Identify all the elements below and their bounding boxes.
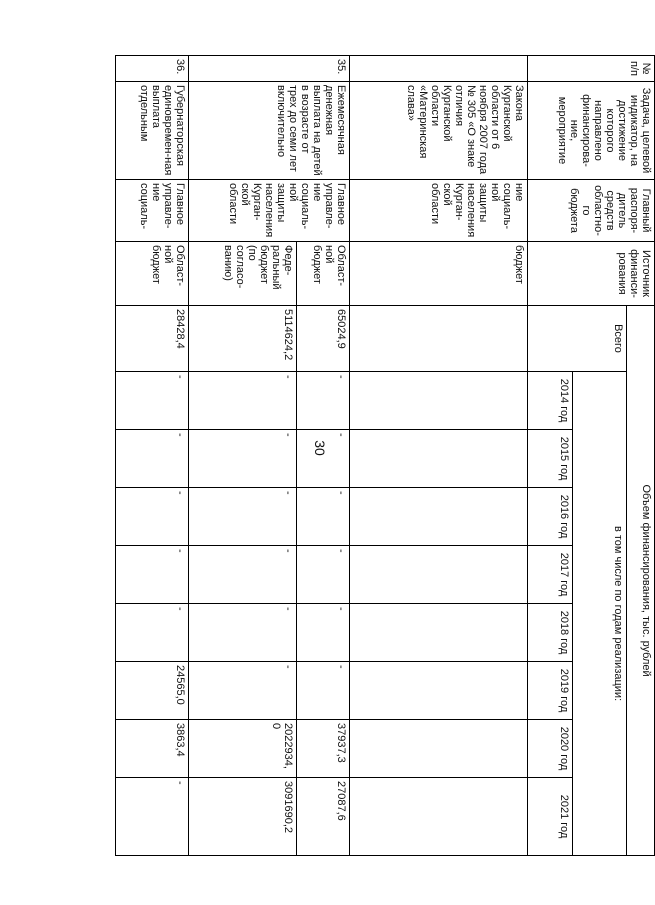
row-total: 5114624,2 <box>188 306 296 372</box>
row-admin: ние социаль-ной защиты населения Курган-ской области <box>349 180 527 242</box>
row-task: Закона Курганской области от 6 ноября 2007 года № 305 «О знаке отличия Курганской области «Материнская слава» <box>349 82 527 180</box>
row-task: Губернаторская единовремен-ная выплата отдельным <box>116 82 189 180</box>
row-year-value <box>349 778 527 856</box>
row-year-value: 24565,0 <box>116 662 189 720</box>
header-by-years: в том числе по годам реализации: <box>573 372 627 856</box>
header-admin: Главный распоря-дитель средств областно-го бюджета <box>528 180 655 242</box>
row-year-value: - <box>188 604 296 662</box>
rotated-table-container <box>115 55 655 855</box>
row-year-value <box>349 662 527 720</box>
financing-table <box>115 55 655 856</box>
header-year: 2020 год <box>528 720 573 778</box>
table-row <box>116 56 189 856</box>
row-year-value: 27087,6 <box>296 778 349 856</box>
row-source: Феде-ральный бюджет (по согласо-ванию) <box>188 242 296 306</box>
row-year-value: - <box>188 488 296 546</box>
row-source: Област-ной бюджет <box>116 242 189 306</box>
row-year-value: - <box>116 778 189 856</box>
row-year-value: - <box>296 662 349 720</box>
header-row-1 <box>627 56 655 856</box>
row-year-value: - <box>116 604 189 662</box>
row-year-value: - <box>116 488 189 546</box>
row-num: 35. <box>188 56 349 82</box>
row-year-value: 2022934,0 <box>188 720 296 778</box>
row-num: 36. <box>116 56 189 82</box>
row-num <box>349 56 527 82</box>
row-year-value: - <box>188 430 296 488</box>
row-total: 65024,9 <box>296 306 349 372</box>
header-source: Источник финанси-рования <box>528 242 655 306</box>
header-num: № п/п <box>528 56 655 82</box>
row-year-value: - <box>296 546 349 604</box>
row-year-value: - <box>188 546 296 604</box>
row-year-value: 3863,4 <box>116 720 189 778</box>
header-year: 2016 год <box>528 488 573 546</box>
row-year-value <box>349 546 527 604</box>
row-year-value: 37937,3 <box>296 720 349 778</box>
row-year-value <box>349 488 527 546</box>
row-year-value: - <box>188 372 296 430</box>
row-year-value <box>349 372 527 430</box>
row-total <box>349 306 527 372</box>
header-volume: Объем финансирования, тыс. рублей <box>627 306 655 856</box>
header-total: Всего <box>528 306 627 372</box>
row-year-value: - <box>296 604 349 662</box>
header-year: 2014 год <box>528 372 573 430</box>
header-year: 2015 год <box>528 430 573 488</box>
header-year: 2018 год <box>528 604 573 662</box>
page-number: 30 <box>312 440 328 456</box>
row-year-value <box>349 430 527 488</box>
row-year-value: - <box>296 488 349 546</box>
row-source: бюджет <box>349 242 527 306</box>
row-year-value <box>349 604 527 662</box>
row-year-value <box>349 720 527 778</box>
row-year-value: - <box>296 372 349 430</box>
row-year-value: - <box>188 662 296 720</box>
header-year: 2019 год <box>528 662 573 720</box>
header-year: 2017 год <box>528 546 573 604</box>
header-year: 2021 год <box>528 778 573 856</box>
row-year-value: - <box>296 430 349 488</box>
table-row <box>296 56 349 856</box>
row-source: Област-ной бюджет <box>296 242 349 306</box>
row-year-value: - <box>116 372 189 430</box>
row-task: Ежемесячная денежная выплата на детей в возрасте от трех до семи лет включительно <box>188 82 349 180</box>
row-admin: Главное управле-ние социаль- <box>116 180 189 242</box>
row-year-value: - <box>116 546 189 604</box>
header-task: Задача, целевой индикатор, на достижение которого направлено финансирова-ние, мероприятие <box>528 82 655 180</box>
table-row <box>349 56 527 856</box>
row-year-value: 3091690,2 <box>188 778 296 856</box>
row-year-value: - <box>116 430 189 488</box>
row-total: 28428,4 <box>116 306 189 372</box>
row-admin: Главное управле-ние социаль-ной защиты населения Курган-ской области <box>188 180 349 242</box>
